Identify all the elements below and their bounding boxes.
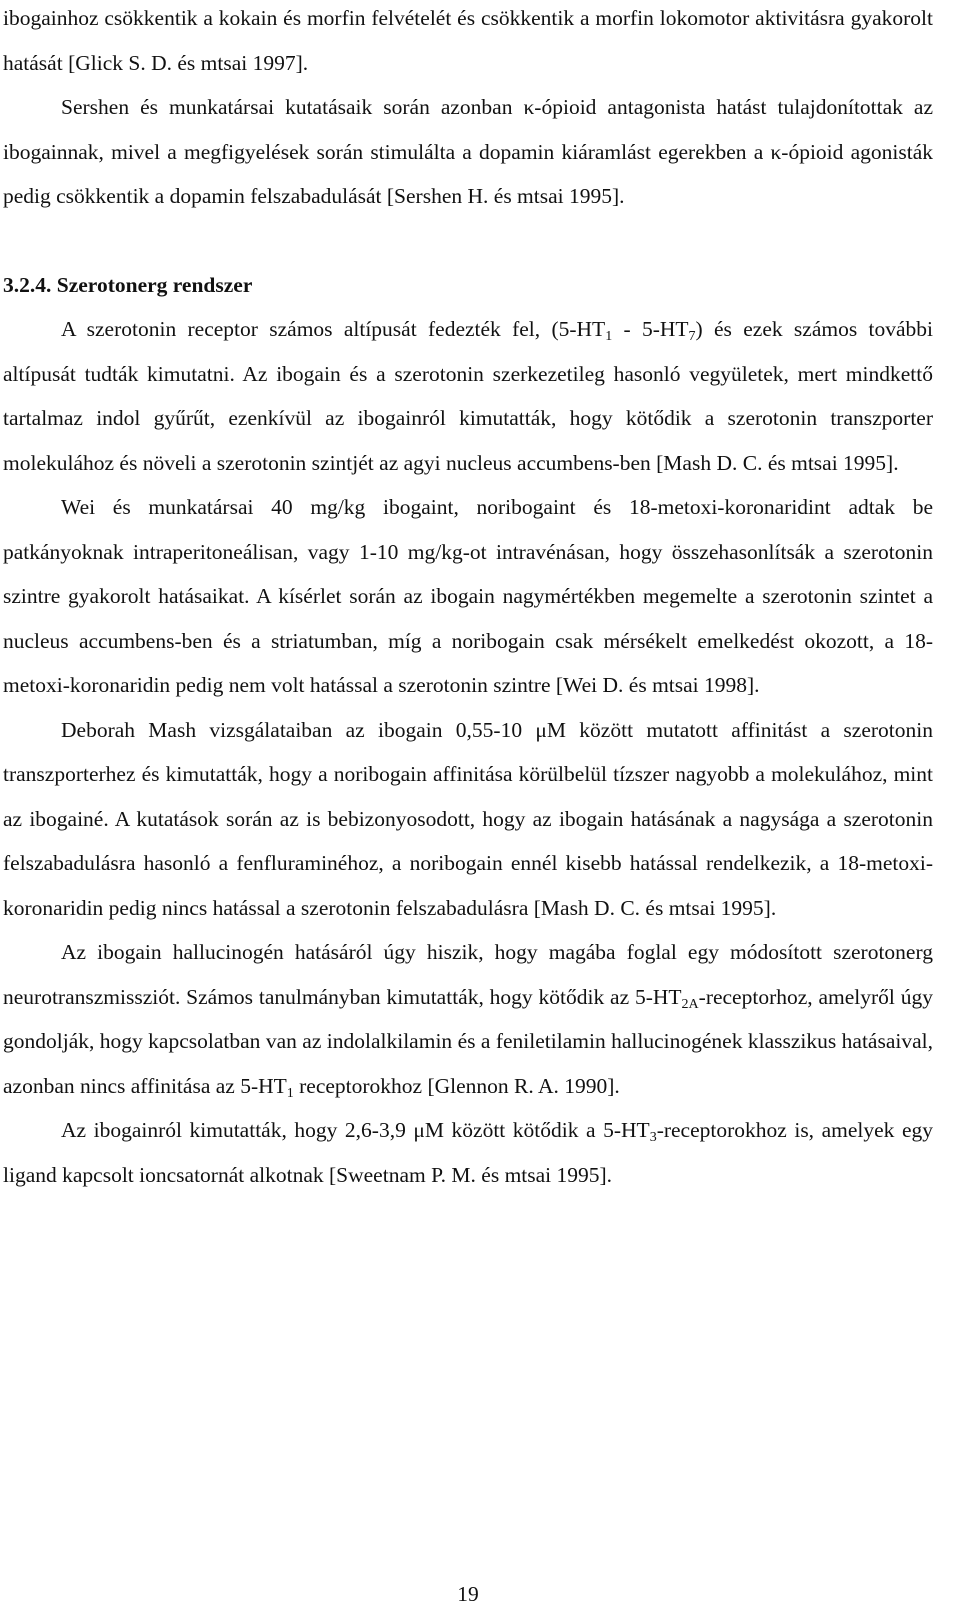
document-page [3, 0, 933, 1197]
page-number: 19 [457, 1582, 479, 1606]
paragraph-receptor-subtypes: A szerotonin receptor számos altípusát fedezték fel, $(5-HT_1 - 5-HT_7)$ és ezek számos további altípusát tudták kimutatni. Az ibogain és a szerotonin szerkezetileg hasonló vegyületek, mert mindkettő tartalmaz indol gyűrűt, ezenkívül az ibogainról kimutatták, hogy kötődik a szerotonin transzporter molekulához és növeli a szerotonin szintjét az agyi nucleus accumbens-ben [Mash D. C. és mtsai 1995]. [3, 317, 934, 475]
paragraph-hallucinogen: Az ibogain hallucinogén hatásáról úgy hiszik, hogy magába foglal egy módosított szerotonerg neurotranszmissziót. Számos tanulmányban kimutatták, hogy kötődik az $5-HT_{2A}$-receptorhoz, amelyről úgy gondolják, hogy kapcsolatban van az indolalkilamin és a feniletilamin hallucinogének klasszikus hatásaival, azonban nincs affinitása az $5-HT_1$ receptorokhoz [Glennon R. A. 1990]. [3, 940, 933, 1101]
section-heading [3, 263, 933, 308]
section-title: Szerotonerg rendszer [56, 272, 253, 297]
paragraph-wei: Wei és munkatársai 40 mg/kg ibogaint, noribogaint és 18-metoxi-koronaridint adtak be patkányoknak intraperitoneálisan, vagy 1-10 mg/kg-ot intravénásan, hogy összehasonlítsák a szerotonin szintre gyakorolt hatásaikat. A kísérlet során az ibogain nagymértékben megemelte a szerotonin szintet a nucleus accumbens-ben és a striatumban, míg a noribogain csak mérsékelt emelkedést okozott, a 18-metoxi-koronaridin pedig nem volt hatással a szerotonin szintre [Wei D. és mtsai 1998]. [3, 495, 933, 697]
paragraph-sershen: Sershen és munkatársai kutatásaik során azonban κ-ópioid antagonista hatást tulajdonítottak az ibogainnak, mivel a megfigyelések során stimulálta a dopamin kiáramlást egerekben a κ-ópioid agonisták pedig csökkentik a dopamin felszabadulását [Sershen H. és mtsai 1995]. [3, 95, 933, 208]
paragraph-mash: Deborah Mash vizsgálataiban az ibogain 0,55-10 μM között mutatott affinitást a szerotonin transzporterhez és kimutatták, hogy a noribogain affinitása körülbelül tízszer nagyobb a molekulához, mint az ibogainé. A kutatások során az is bebizonyosodott, hogy az ibogain hatásának a nagysága a szerotonin felszabadulásra hasonló a fenfluraminéhoz, a noribogain ennél kisebb hatással rendelkezik, a 18-metoxi-koronaridin pedig nincs hatással a szerotonin felszabadulásra [Mash D. C. és mtsai 1995]. [3, 717, 933, 920]
spacer [3, 219, 933, 263]
section-number: 3.2.4. [3, 272, 52, 297]
paragraph-continuation: ibogainhoz csökkentik a kokain és morfin felvételét és csökkentik a morfin lokomotor aktivitásra gyakorolt hatását [Glick S. D. és mtsai 1997]. [3, 6, 933, 75]
paragraph-5ht3: Az ibogainról kimutatták, hogy 2,6-3,9 μM között kötődik a $5-HT_3$-receptorokhoz is, amelyek egy ligand kapcsolt ioncsatornát alkotnak [Sweetnam P. M. és mtsai 1995]. [3, 1118, 933, 1187]
